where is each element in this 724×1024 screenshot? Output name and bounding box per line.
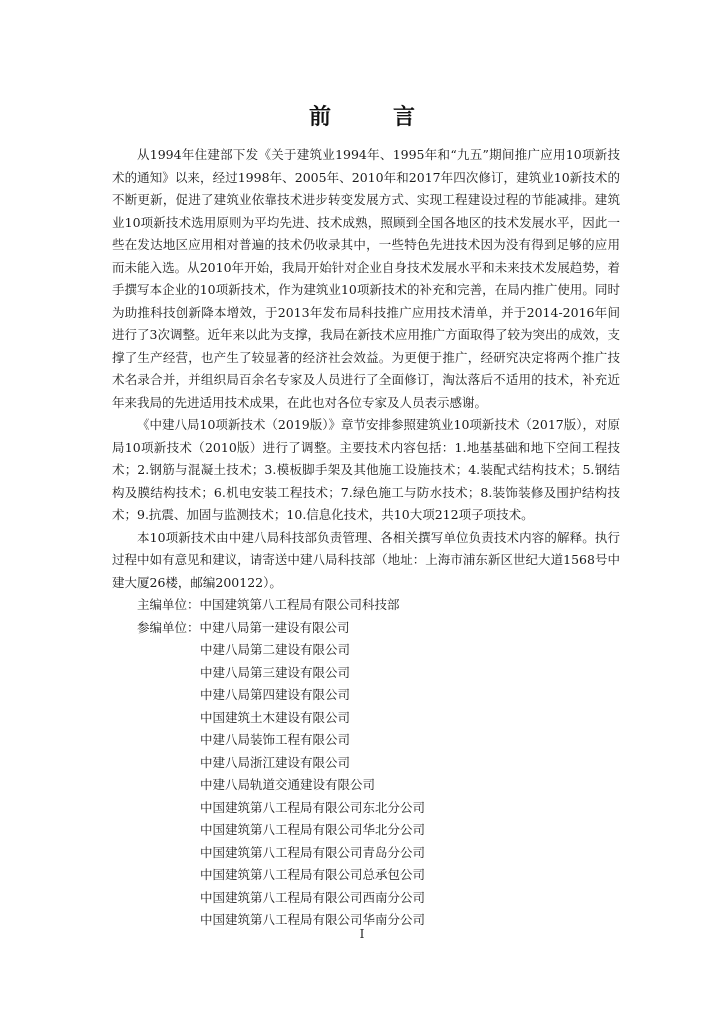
participant-item: 中国建筑第八工程局有限公司青岛分公司 — [200, 844, 426, 860]
chief-editor-line: 主编单位：中国建筑第八工程局有限公司科技部 — [137, 597, 400, 612]
participant-row-first — [112, 617, 620, 640]
participant-item: 中国建筑土木建设有限公司 — [200, 709, 351, 725]
preface-paragraph-3: 本10项新技术由中建八局科技部负责管理、各相关撰写单位负责技术内容的解释。执行过程中如有意见和建议，请寄送中建八局科技部（地址：上海市浦东新区世纪大道1568号中建大厦26楼，邮编200122）。 — [112, 529, 620, 590]
participant-item: 中国建筑第八工程局有限公司华北分公司 — [200, 822, 426, 837]
participant-item: 中国建筑第八工程局有限公司西南分公司 — [200, 889, 426, 905]
participant-item: 中建八局装饰工程有限公司 — [200, 732, 351, 747]
participant-item: 中建八局轨道交通建设有限公司 — [200, 777, 376, 792]
preface-paragraph-2: 《中建八局10项新技术（2019版）》章节安排参照建筑业10项新技术（2017版），对原局10项新技术（2010版）进行了调整。主要技术内容包括：1.地基基础和地下空间工程技术；2.钢筋与混凝土技术；3.模板脚手架及其他施工设施技术；4.装配式结构技术；5.钢结构及膜结构技术；6.机电安装工程技术；7.绿色施工与防水技术；8.装饰装修及围护结构技术；9.抗震、加固与监测技术；10.信息化技术，共10大项212项子项技术。 — [112, 417, 620, 522]
title-char-1: 前 — [308, 105, 331, 130]
participant-item: 中建八局第二建设有限公司 — [200, 642, 351, 657]
page-title — [0, 103, 724, 133]
title-char-2: 言 — [393, 105, 416, 130]
participant-item: 中国建筑第八工程局有限公司总承包公司 — [200, 867, 426, 882]
preface-body — [112, 144, 620, 932]
participant-item: 中国建筑第八工程局有限公司东北分公司 — [200, 799, 426, 815]
page-number: I — [359, 927, 365, 941]
participant-item: 中国建筑第八工程局有限公司华南分公司 — [200, 912, 426, 927]
participant-item: 中建八局浙江建设有限公司 — [200, 754, 351, 770]
preface-paragraph-1: 从1994年住建部下发《关于建筑业1994年、1995年和“九五”期间推广应用10项新技术的通知》以来，经过1998年、2005年、2010年和2017年四次修订，建筑业10新技术的不断更新，促进了建筑业依靠技术进步转变发展方式、实现工程建设过程的节能减排。建筑业10项新技术选用原则为平均先进、技术成熟，照顾到全国各地区的技术发展水平，因此一些在发达地区应用相对普遍的技术仍收录其中，一些特色先进技术因为没有得到足够的应用而未能入选。从2010年开始，我局开始针对企业自身技术发展水平和未来技术发展趋势，着手撰写本企业的10项新技术，作为建筑业10项新技术的补充和完善，在局内推广使用。同时为助推科技创新降本增效，于2013年发布局科技推广应用技术清单，并于2014-2016年间进行了3次调整。近年来以此为支撑，我局在新技术应用推广方面取得了较为突出的成效，支撑了生产经营，也产生了较显著的经济社会效益。为更便于推广，经研究决定将两个推广技术名录合并，并组织局百余名专家及人员进行了全面修订，淘汰落后不适用的技术，补充近年来我局的先进适用技术成果，在此也对各位专家及人员表示感谢。 — [112, 147, 620, 410]
participant-item: 中建八局第四建设有限公司 — [200, 687, 351, 702]
participant-item: 中建八局第一建设有限公司 — [199, 619, 350, 635]
participant-item: 中建八局第三建设有限公司 — [200, 664, 351, 680]
participant-label: 参编单位： — [137, 619, 200, 635]
